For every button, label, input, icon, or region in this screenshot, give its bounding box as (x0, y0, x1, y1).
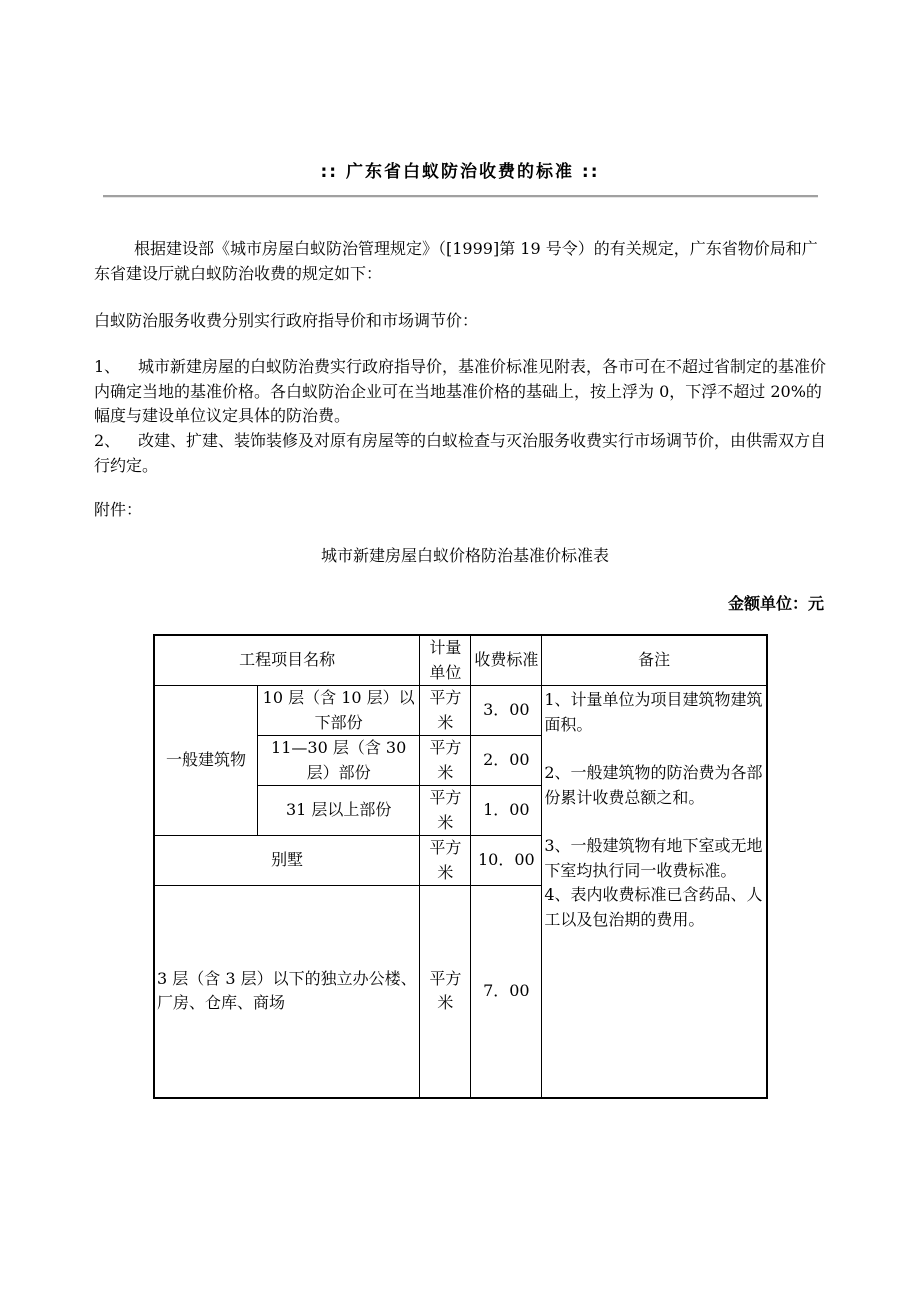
remark-2: 2、一般建筑物的防治费为各部份累计收费总额之和。 (544, 763, 763, 807)
row-fee: 3．00 (471, 686, 542, 736)
remark-1: 1、计量单位为项目建筑物建筑面积。 (544, 690, 763, 734)
list-item (94, 355, 829, 429)
row-name: 31 层以上部份 (258, 786, 420, 836)
summary-paragraph: 白蚁防治服务收费分别实行政府指导价和市场调节价： (94, 311, 479, 330)
header-fee: 收费标准 (471, 635, 542, 686)
attachment-label: 附件： (94, 500, 143, 519)
remark-3: 3、一般建筑物有地下室或无地下室均执行同一收费标准。 (544, 836, 763, 880)
title-divider (103, 195, 818, 198)
row-fee: 2．00 (471, 736, 542, 786)
row-unit: 平方米 (420, 786, 471, 836)
table-title: 城市新建房屋白蚁价格防治基准价标准表 (320, 546, 609, 565)
row-name: 11—30 层（含 30 层）部份 (258, 736, 420, 786)
header-remarks: 备注 (542, 635, 767, 686)
row-name: 10 层（含 10 层）以下部份 (258, 686, 420, 736)
general-building-group: 一般建筑物 (154, 686, 258, 836)
header-project-name: 工程项目名称 (154, 635, 420, 686)
header-unit: 计量单位 (420, 635, 471, 686)
list-item-number: 1、 (94, 357, 121, 376)
row-unit: 平方米 (420, 686, 471, 736)
page-title: :: 广东省白蚁防治收费的标准 :: (320, 162, 600, 182)
list-item-text: 城市新建房屋的白蚁防治费实行政府指导价，基准价标准见附表，各市可在不超过省制定的基准价内确定当地的基准价格。各白蚁防治企业可在当地基准价格的基础上，按上浮为 0，下浮不超过 20%的幅度与建设单位议定具体的防治费。 (94, 357, 827, 425)
intro-paragraph: 根据建设部《城市房屋白蚁防治管理规定》（[1999]第 19 号令）的有关规定，广东省物价局和广东省建设厅就白蚁防治收费的规定如下： (94, 239, 818, 283)
remark-4: 4、表内收费标准已含药品、人工以及包治期的费用。 (544, 885, 763, 929)
fee-table (153, 634, 768, 1099)
row-name: 别墅 (154, 836, 420, 886)
amount-unit: 金额单位：元 (727, 594, 824, 613)
row-fee: 1．00 (471, 786, 542, 836)
row-unit: 平方米 (420, 886, 471, 1098)
list-item (94, 429, 829, 478)
remarks-cell (542, 686, 767, 1098)
row-name: 3 层（含 3 层）以下的独立办公楼、厂房、仓库、商场 (154, 886, 420, 1098)
row-fee: 10．00 (471, 836, 542, 886)
row-unit: 平方米 (420, 736, 471, 786)
table-row (154, 686, 767, 736)
table-header-row (154, 635, 767, 686)
row-fee: 7．00 (471, 886, 542, 1098)
list-item-text: 改建、扩建、装饰装修及对原有房屋等的白蚁检查与灭治服务收费实行市场调节价，由供需双方自行约定。 (94, 431, 827, 475)
row-unit: 平方米 (420, 836, 471, 886)
list-item-number: 2、 (94, 431, 121, 450)
